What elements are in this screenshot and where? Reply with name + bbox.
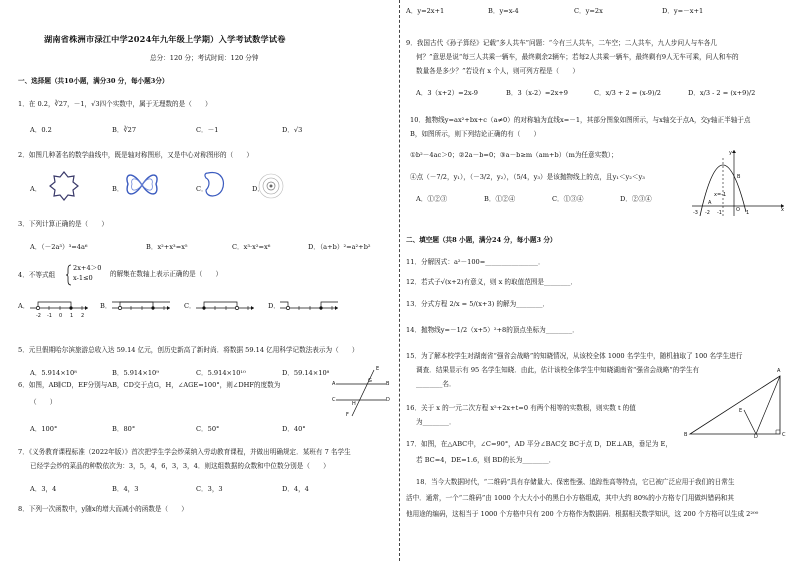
column-divider [399,0,400,561]
q17-label-c: C [782,432,786,438]
q17-line-2: 若 BC=4，DE=1.6，则 BD的长为________． [416,456,556,464]
q1-option-b: B．∛27 [112,126,137,134]
q10-stem: 10．抛物线y=ax²+bx+c（a≠0）的对称轴为直线x=－1，其部分图象如图所示，与x轴交于点A，交y轴正半轴于点 [410,116,751,124]
q9-stem-line-3: 数量各是多少？”若设有 x 个人，则可列方程是（ ） [416,67,579,75]
q15-line-1: 15．为了解本校学生对湖南省“强省会战略”的知晓情况，从该校全体 1000 名学生中，随机抽取了 100 名学生进行 [406,352,743,360]
q3-option-b: B．x²+x³=x⁵ [146,243,188,251]
q10-label-o: O [736,207,740,213]
q6-label-f: F [346,412,349,418]
q3-option-a: A．（－2a³）³=4a⁶ [30,243,88,251]
q10-stem-line-2: B，如图所示，则下列结论正确的有（ ） [410,130,541,138]
q2-option-c: C． [196,185,208,193]
q13: 13．分式方程 2/x = 5/(x+3) 的解为________． [406,300,550,308]
q15-line-3: ________名． [416,380,456,388]
q4-stem-end: 的解集在数轴上表示正确的是（ ） [110,270,223,278]
q5-stem: 5．元旦假期哈尔滨旅游总收入达 59.14 亿元，创历史新高了新时尚．将数据 59.14 亿用科学记数法表示为（ ） [18,346,359,354]
q6-label-b: B [386,381,390,387]
q8-option-c: C．y=2x [574,7,603,15]
q4-option-d: D． [268,302,280,310]
q9-stem: 9．我国古代《孙子算经》记载“多人共车”问题：“今有三人共车，二车空；二人共车，九人步问人与车各几 [406,39,718,47]
q2-option-a: A． [30,185,42,193]
q10-option-b: B．①②④ [484,195,516,203]
q7-option-d: D．4，4 [282,485,309,493]
q1-option-d: D．√3 [282,126,303,134]
nl-label-0: 0 [59,313,63,319]
q10-label-x: x [781,207,784,213]
q7-stem-line-2: 已经学会炒的菜品的种数依次为：3，5，4，6，3，3，4．则这组数据的众数和中位数分别是（ ） [30,462,330,470]
q4-option-c: C． [184,302,196,310]
q2-option-b: B． [112,185,124,193]
q9-option-b: B．3（x-2）=2x+9 [506,89,569,97]
q16-line-2: 为________． [416,418,456,426]
q10-label-1: 1 [746,210,750,216]
q6-option-d: D．40° [282,425,306,433]
spiral-curve-figure [256,170,286,202]
q10-label-a: A [708,200,712,206]
q17-line-1: 17．如图，在△ABC中，∠C=90°，AD 平分∠BAC交 BC于点 D，DE⊥AB，垂足为 E， [406,440,672,448]
q4-numberline-b [110,298,172,320]
q10-claims-line-1: ①b²－4ac＞0；②2a－b=0；③a－b≥m（am+b）（m为任意实数）； [410,151,618,159]
snowflake-curve-figure [44,168,84,202]
q17-triangle-figure [686,372,786,442]
nl-label-neg1: -1 [47,313,52,319]
q11: 11．分解因式：a²－100=________________． [406,258,545,266]
q1-option-c: C．－1 [196,126,219,134]
q6-parallel-lines-figure [330,366,390,420]
q2-stem: 2．如图几种著名的数学曲线中，既是轴对称图形，又是中心对称图形的（ ） [18,151,253,159]
q14: 14．抛物线y=－1/2（x+5）²+8的顶点坐标为________． [406,326,579,334]
q8-option-a: A．y=2x+1 [406,7,445,15]
q4-option-b: B． [100,302,112,310]
q10-option-a: A．①②③ [416,195,448,203]
q10-option-c: C．①③④ [552,195,584,203]
q4-brace [66,264,72,286]
q6-label-c: C [332,397,336,403]
q17-label-e: E [739,408,743,414]
right-column [402,0,794,561]
q9-stem-line-2: 何？”意思是说“每三人共乘一辆车，最终剩余2辆车；若每2人共乘一辆车，最终剩有9人无车可乘，问人和车的 [416,53,739,61]
q10-claims-line-2: ④点（－7/2，y₁），（－3/2，y₂），（5/4，y₃）是该抛物线上的点，且y₁＜y₂＜y₃ [410,173,645,181]
q7-stem: 7．《义务教育课程标准（2022年版）》首次把学生学会炒菜纳入劳动教育课程，并做出明确规定．某班有 7 名学生 [18,448,351,456]
q10-option-d: D．②③④ [620,195,652,203]
q6-option-a: A．100° [30,425,58,433]
q17-label-b: B [684,432,688,438]
q4-option-a: A． [18,302,30,310]
q2-option-d: D． [252,185,264,193]
q17-label-a: A [777,368,781,374]
q6-option-c: C．50° [196,425,220,433]
q10-label-axis: x=-1 [714,192,727,198]
q12: 12．若式子√(x+2)有意义，则 x 的取值范围是________． [406,278,577,286]
q5-option-a: A．5.914×10⁸ [30,369,77,377]
q4-numberline-c [194,298,256,320]
cardioid-curve-figure [198,168,228,202]
q7-option-a: A．3，4 [30,485,57,493]
q10-label-y: y [729,150,732,156]
section-1-heading: 一、选择题（共10小题，满分30 分，每小题3分） [18,77,169,85]
q6-stem: 6．如图，AB∥CD，EF分别与AB，CD交于点G，H，∠AGE=100°，则∠DHF的度数为 [18,381,281,389]
butterfly-curve-figure [122,168,162,202]
q10-label-neg3: -3 [693,210,698,216]
q6-label-d: D [386,397,390,403]
q9-option-a: A．3（x+2）=2x-9 [416,89,478,97]
q5-option-d: D．59.14×10⁸ [282,369,330,377]
q6-label-a: A [332,381,336,387]
nl-label-neg2: -2 [36,313,41,319]
q6-label-h: H [352,401,356,407]
q3-stem: 3．下列计算正确的是（ ） [18,220,108,228]
q16-line-1: 16．关于 x 的一元二次方程 x²+2x+t=0 有两个相等的实数根，则实数 t 的值 [406,404,636,412]
q9-option-d: D．x/3 - 2 = (x+9)/2 [688,89,756,97]
q18-line-2: 活中．通常，一个“二维码”由 1000 个大大小小的黑白小方格组成，其中大约 80%的小方格专门用做纠错码和其 [406,494,734,502]
q1-stem: 1．在 0.2，∛27，－1，√3四个实数中，属于无理数的是（ ） [18,100,212,108]
exam-title: 湖南省株洲市渌江中学2024年九年级上学期）入学考试数学试卷 [44,34,286,44]
q5-option-c: C．5.914×10¹⁰ [196,369,246,377]
q10-label-neg2: -2 [705,210,710,216]
q15-line-2: 调查．结果显示有 95 名学生知晓．由此，估计该校全体学生中知晓湖南省“强省会战略”的学生有 [416,366,700,374]
q4-stem-start: 4．不等式组 [18,271,56,279]
q6-label-g: G [368,378,372,384]
q10-label-b: B [737,174,741,180]
q6-label-e: E [376,366,380,372]
section-2-heading: 二、填空题（共8 小题，满分24 分，每小题3 分） [406,236,557,244]
q8-option-d: D．y=－x+1 [662,7,704,15]
q3-option-c: C．x³·x²=x⁶ [232,243,271,251]
exam-meta: 总分：120 分；考试时间：120 分钟 [150,54,259,62]
q7-option-c: C．3，3 [196,485,223,493]
nl-label-1: 1 [70,313,74,319]
q3-option-d: D．（a+b）²=a²+b² [308,243,371,251]
q8-option-b: B．y=x-4 [488,7,519,15]
q9-option-c: C．x/3 + 2 = (x-9)/2 [594,89,661,97]
q8-stem: 8．下列一次函数中，y随x的增大而减小的函数是（ ） [18,505,188,513]
q4-system-line-1: 2x+4＞0 [73,264,102,272]
q7-option-b: B．4，3 [112,485,139,493]
q18-line-3: 他用途的编码，这相当于 1000 个方格中只有 200 个方格作为数据码．根据相关数学知识，这 200 个方格可以生成 2²⁰⁰ [406,510,759,518]
q10-label-neg1: -1 [717,210,722,216]
q6-stem-tail: （ ） [30,398,57,406]
q5-option-b: B．5.914×10⁹ [112,369,159,377]
q1-option-a: A．0.2 [30,126,52,134]
nl-label-2: 2 [81,313,85,319]
q4-system-line-2: x-1≤0 [73,274,93,282]
q4-numberline-d [278,298,340,320]
q18-line-1: 18．当今大数据时代，“二维码”具有存储量大、保密性强、追踪性高等特点，它已被广泛应用于我们的日常生 [416,478,735,486]
q6-option-b: B．80° [112,425,136,433]
q17-label-d: D [754,434,758,440]
